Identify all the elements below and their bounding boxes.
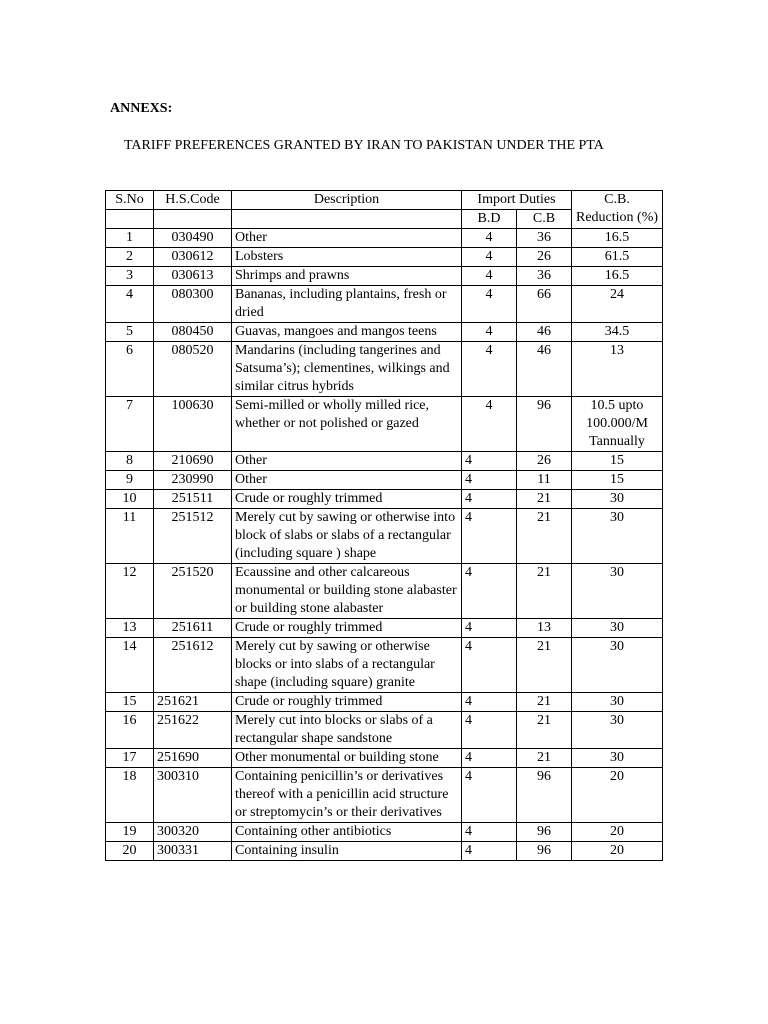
header-import-duties: Import Duties [462, 191, 572, 210]
cell-cb-reduction: 15 [572, 452, 663, 471]
table-body [106, 229, 663, 861]
cell-cb-reduction: 15 [572, 471, 663, 490]
header-sno: S.No [106, 191, 154, 210]
cell-description: Semi-milled or wholly milled rice, whether or not polished or gazed [232, 397, 462, 452]
cell-description: Merely cut by sawing or otherwise into block of slabs or slabs of a rectangular (including square ) shape [232, 509, 462, 564]
cell-description: Other [232, 471, 462, 490]
cell-cb: 26 [517, 248, 572, 267]
cell-cb-reduction: 30 [572, 638, 663, 693]
cell-hs-code: 251512 [154, 509, 232, 564]
table-row [106, 749, 663, 768]
table-row [106, 342, 663, 397]
cell-sno: 5 [106, 323, 154, 342]
cell-cb-reduction: 34.5 [572, 323, 663, 342]
cell-cb: 21 [517, 509, 572, 564]
cell-cb-reduction: 16.5 [572, 229, 663, 248]
cell-hs-code: 251612 [154, 638, 232, 693]
cell-description: Crude or roughly trimmed [232, 619, 462, 638]
cell-hs-code: 251622 [154, 712, 232, 749]
cell-cb-reduction: 30 [572, 619, 663, 638]
cell-cb: 21 [517, 490, 572, 509]
annex-heading: ANNEXS: [110, 101, 173, 116]
cell-description: Ecaussine and other calcareous monumental or building stone alabaster or building stone alabaster [232, 564, 462, 619]
cell-description: Containing insulin [232, 842, 462, 861]
cell-hs-code: 030490 [154, 229, 232, 248]
cell-hs-code: 080300 [154, 286, 232, 323]
header-description: Description [232, 191, 462, 210]
cell-bd: 4 [462, 471, 517, 490]
cell-cb-reduction: 30 [572, 564, 663, 619]
cell-sno: 18 [106, 768, 154, 823]
cell-hs-code: 251690 [154, 749, 232, 768]
cell-cb: 96 [517, 397, 572, 452]
table-row [106, 490, 663, 509]
subheader-bd: B.D [462, 210, 517, 229]
cell-hs-code: 251520 [154, 564, 232, 619]
cell-description: Merely cut by sawing or otherwise blocks or into slabs of a rectangular shape (including square) granite [232, 638, 462, 693]
cell-bd: 4 [462, 286, 517, 323]
table-row [106, 509, 663, 564]
cell-cb: 46 [517, 323, 572, 342]
cell-sno: 3 [106, 267, 154, 286]
cell-cb: 66 [517, 286, 572, 323]
table-row [106, 638, 663, 693]
cell-sno: 14 [106, 638, 154, 693]
cell-bd: 4 [462, 842, 517, 861]
cell-cb: 36 [517, 229, 572, 248]
table-row [106, 842, 663, 861]
cell-cb-reduction: 30 [572, 749, 663, 768]
cell-cb-reduction: 13 [572, 342, 663, 397]
table-row [106, 712, 663, 749]
cell-sno: 6 [106, 342, 154, 397]
document-title: TARIFF PREFERENCES GRANTED BY IRAN TO PAKISTAN UNDER THE PTA [124, 138, 604, 153]
cell-sno: 11 [106, 509, 154, 564]
cell-sno: 1 [106, 229, 154, 248]
cell-cb-reduction: 20 [572, 768, 663, 823]
header-hs-code: H.S.Code [154, 191, 232, 210]
cell-cb: 46 [517, 342, 572, 397]
cell-sno: 17 [106, 749, 154, 768]
table-row [106, 823, 663, 842]
cell-cb-reduction: 30 [572, 712, 663, 749]
cell-sno: 2 [106, 248, 154, 267]
cell-cb: 13 [517, 619, 572, 638]
cell-bd: 4 [462, 712, 517, 749]
table-row [106, 397, 663, 452]
cell-hs-code: 080450 [154, 323, 232, 342]
table-row [106, 267, 663, 286]
cell-hs-code: 030613 [154, 267, 232, 286]
cell-bd: 4 [462, 342, 517, 397]
cell-bd: 4 [462, 452, 517, 471]
cell-sno: 9 [106, 471, 154, 490]
cell-cb: 26 [517, 452, 572, 471]
subheader-empty-hs [154, 210, 232, 229]
cell-sno: 12 [106, 564, 154, 619]
cell-sno: 10 [106, 490, 154, 509]
table-row [106, 693, 663, 712]
cell-description: Lobsters [232, 248, 462, 267]
cell-cb-reduction: 30 [572, 693, 663, 712]
cell-hs-code: 300320 [154, 823, 232, 842]
cell-sno: 4 [106, 286, 154, 323]
table-row [106, 619, 663, 638]
cell-cb-reduction: 24 [572, 286, 663, 323]
cell-bd: 4 [462, 490, 517, 509]
cell-description: Shrimps and prawns [232, 267, 462, 286]
cell-hs-code: 080520 [154, 342, 232, 397]
cell-cb: 96 [517, 842, 572, 861]
subheader-cb: C.B [517, 210, 572, 229]
cell-description: Containing penicillin’s or derivatives thereof with a penicillin acid structure or streptomycin’s or their derivatives [232, 768, 462, 823]
cell-hs-code: 300331 [154, 842, 232, 861]
subheader-empty-sno [106, 210, 154, 229]
cell-cb: 21 [517, 693, 572, 712]
cell-bd: 4 [462, 749, 517, 768]
cell-description: Mandarins (including tangerines and Satsuma’s); clementines, wilkings and similar citrus hybrids [232, 342, 462, 397]
table-row [106, 768, 663, 823]
cell-cb: 21 [517, 712, 572, 749]
table-row [106, 564, 663, 619]
cell-bd: 4 [462, 323, 517, 342]
table-header-row [106, 191, 663, 210]
cell-description: Guavas, mangoes and mangos teens [232, 323, 462, 342]
cell-bd: 4 [462, 693, 517, 712]
cell-cb: 21 [517, 749, 572, 768]
cell-bd: 4 [462, 638, 517, 693]
tariff-table [105, 190, 663, 861]
cell-sno: 7 [106, 397, 154, 452]
table-row [106, 471, 663, 490]
cell-sno: 8 [106, 452, 154, 471]
cell-cb: 11 [517, 471, 572, 490]
cell-hs-code: 251621 [154, 693, 232, 712]
table-row [106, 323, 663, 342]
cell-bd: 4 [462, 229, 517, 248]
cell-cb-reduction: 16.5 [572, 267, 663, 286]
cell-description: Other [232, 229, 462, 248]
table-row [106, 286, 663, 323]
cell-cb-reduction: 10.5 upto 100.000/M Tannually [572, 397, 663, 452]
cell-bd: 4 [462, 823, 517, 842]
cell-hs-code: 251511 [154, 490, 232, 509]
cell-sno: 19 [106, 823, 154, 842]
cell-bd: 4 [462, 267, 517, 286]
cell-bd: 4 [462, 564, 517, 619]
cell-description: Merely cut into blocks or slabs of a rectangular shape sandstone [232, 712, 462, 749]
table-row [106, 229, 663, 248]
cell-hs-code: 030612 [154, 248, 232, 267]
cell-hs-code: 300310 [154, 768, 232, 823]
cell-description: Other [232, 452, 462, 471]
cell-hs-code: 100630 [154, 397, 232, 452]
table-row [106, 248, 663, 267]
header-cb-reduction: C.B. Reduction (%) [572, 191, 663, 229]
cell-cb: 96 [517, 823, 572, 842]
cell-cb-reduction: 30 [572, 509, 663, 564]
cell-sno: 13 [106, 619, 154, 638]
cell-hs-code: 230990 [154, 471, 232, 490]
cell-bd: 4 [462, 248, 517, 267]
cell-cb: 96 [517, 768, 572, 823]
cell-bd: 4 [462, 509, 517, 564]
cell-description: Crude or roughly trimmed [232, 490, 462, 509]
table-row [106, 452, 663, 471]
cell-cb: 21 [517, 638, 572, 693]
cell-sno: 15 [106, 693, 154, 712]
cell-cb: 21 [517, 564, 572, 619]
cell-cb-reduction: 20 [572, 823, 663, 842]
cell-description: Other monumental or building stone [232, 749, 462, 768]
cell-description: Crude or roughly trimmed [232, 693, 462, 712]
cell-cb-reduction: 61.5 [572, 248, 663, 267]
cell-bd: 4 [462, 397, 517, 452]
cell-bd: 4 [462, 768, 517, 823]
cell-sno: 16 [106, 712, 154, 749]
cell-description: Bananas, including plantains, fresh or dried [232, 286, 462, 323]
subheader-empty-desc [232, 210, 462, 229]
cell-sno: 20 [106, 842, 154, 861]
cell-cb: 36 [517, 267, 572, 286]
cell-hs-code: 210690 [154, 452, 232, 471]
cell-cb-reduction: 30 [572, 490, 663, 509]
cell-cb-reduction: 20 [572, 842, 663, 861]
cell-description: Containing other antibiotics [232, 823, 462, 842]
cell-bd: 4 [462, 619, 517, 638]
cell-hs-code: 251611 [154, 619, 232, 638]
